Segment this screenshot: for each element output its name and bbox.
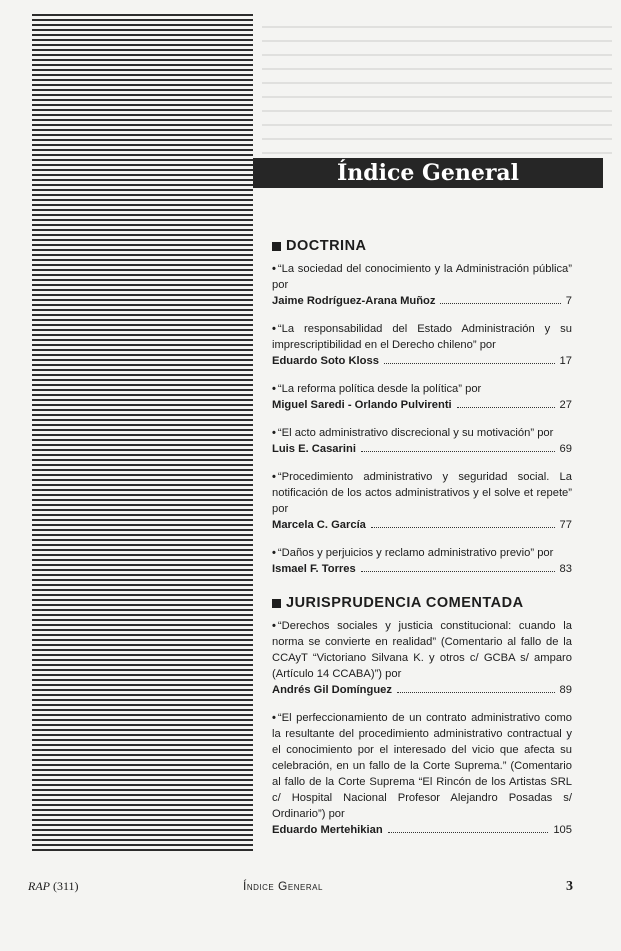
square-bullet-icon	[272, 599, 281, 608]
entry-title: “Derechos sociales y justicia constitucional: cuando la norma se convierte en realidad” (Comentario al fallo de la CCAyT “Victoriano Silvana K. y otros c/ GCBA s/ amparo (Artículo 14 CCABA)”) por	[272, 620, 572, 680]
bullet-icon: •	[272, 383, 276, 395]
toc-entry[interactable]	[272, 710, 572, 838]
bullet-icon: •	[272, 471, 276, 483]
bullet-icon: •	[272, 620, 276, 632]
entry-title: “El acto administrativo discrecional y su motivación” por	[277, 427, 554, 439]
toc-entry[interactable]	[272, 425, 572, 457]
dot-leader	[457, 407, 555, 408]
toc-entry[interactable]	[272, 381, 572, 413]
bullet-icon: •	[272, 547, 276, 559]
dot-leader	[361, 451, 555, 452]
section-jurisprudencia	[272, 595, 572, 838]
toc-entry[interactable]	[272, 261, 572, 309]
bullet-icon: •	[272, 427, 276, 439]
entry-title: “La sociedad del conocimiento y la Administración pública” por	[272, 263, 572, 291]
running-head: Índice General	[243, 879, 323, 893]
journal-ref	[28, 879, 79, 894]
toc-entry[interactable]	[272, 321, 572, 369]
page-title: Índice General	[336, 160, 520, 186]
entry-author: Ismael F. Torres	[272, 563, 356, 575]
journal-name: RAP	[28, 879, 50, 893]
entry-page: 77	[559, 519, 572, 531]
dot-leader	[384, 363, 555, 364]
page-number: 3	[566, 879, 573, 894]
page-footer	[28, 879, 573, 895]
title-banner	[253, 158, 603, 188]
entry-page: 27	[559, 399, 572, 411]
bleed-through-text	[262, 14, 612, 154]
section-doctrina	[272, 238, 572, 577]
square-bullet-icon	[272, 242, 281, 251]
dot-leader	[388, 832, 549, 833]
entry-author: Eduardo Mertehikian	[272, 824, 383, 836]
entry-title: “Procedimiento administrativo y seguridad social. La notificación de los actos administrativos y el solve et repete” por	[272, 471, 572, 515]
entry-page: 7	[565, 295, 572, 307]
entry-title: “El perfeccionamiento de un contrato administrativo como la resultante del procedimiento administrativo contractual y el conocimiento por el interesado del vicio que afecta su celebración, en un fallo de la Corte Suprema.” (Comentario al fallo de la Corte Suprema “El Rincón de los Artistas SRL c/ Hospital Nacional Profesor Alejandro Posadas s/ Ordinario”) por	[272, 712, 572, 820]
table-of-contents	[272, 238, 572, 838]
entry-author: Jaime Rodríguez-Arana Muñoz	[272, 295, 436, 307]
entry-title: “La reforma política desde la política” por	[277, 383, 482, 395]
bullet-icon: •	[272, 323, 276, 335]
entry-author: Andrés Gil Domínguez	[272, 684, 392, 696]
entry-title: “La responsabilidad del Estado Administración y su imprescriptibilidad en el Derecho chileno” por	[272, 323, 572, 351]
bullet-icon: •	[272, 712, 276, 724]
entry-page: 69	[559, 443, 572, 455]
dot-leader	[361, 571, 555, 572]
bullet-icon: •	[272, 263, 276, 275]
dot-leader	[440, 303, 560, 304]
entry-page: 89	[559, 684, 572, 696]
entry-page: 83	[559, 563, 572, 575]
entry-title: “Daños y perjuicios y reclamo administrativo previo” por	[277, 547, 554, 559]
dot-leader	[397, 692, 555, 693]
toc-entry[interactable]	[272, 469, 572, 533]
toc-entry[interactable]	[272, 545, 572, 577]
entry-author: Marcela C. García	[272, 519, 366, 531]
decorative-stripe-panel	[32, 14, 253, 854]
entry-author: Eduardo Soto Kloss	[272, 355, 379, 367]
entry-author: Miguel Saredi - Orlando Pulvirenti	[272, 399, 452, 411]
entry-page: 105	[553, 824, 572, 836]
journal-issue: (311)	[53, 879, 79, 893]
entry-author: Luis E. Casarini	[272, 443, 356, 455]
entry-page: 17	[559, 355, 572, 367]
toc-entry[interactable]	[272, 618, 572, 698]
section-heading: DOCTRINA	[272, 238, 572, 254]
section-heading: JURISPRUDENCIA COMENTADA	[272, 595, 572, 611]
dot-leader	[371, 527, 555, 528]
